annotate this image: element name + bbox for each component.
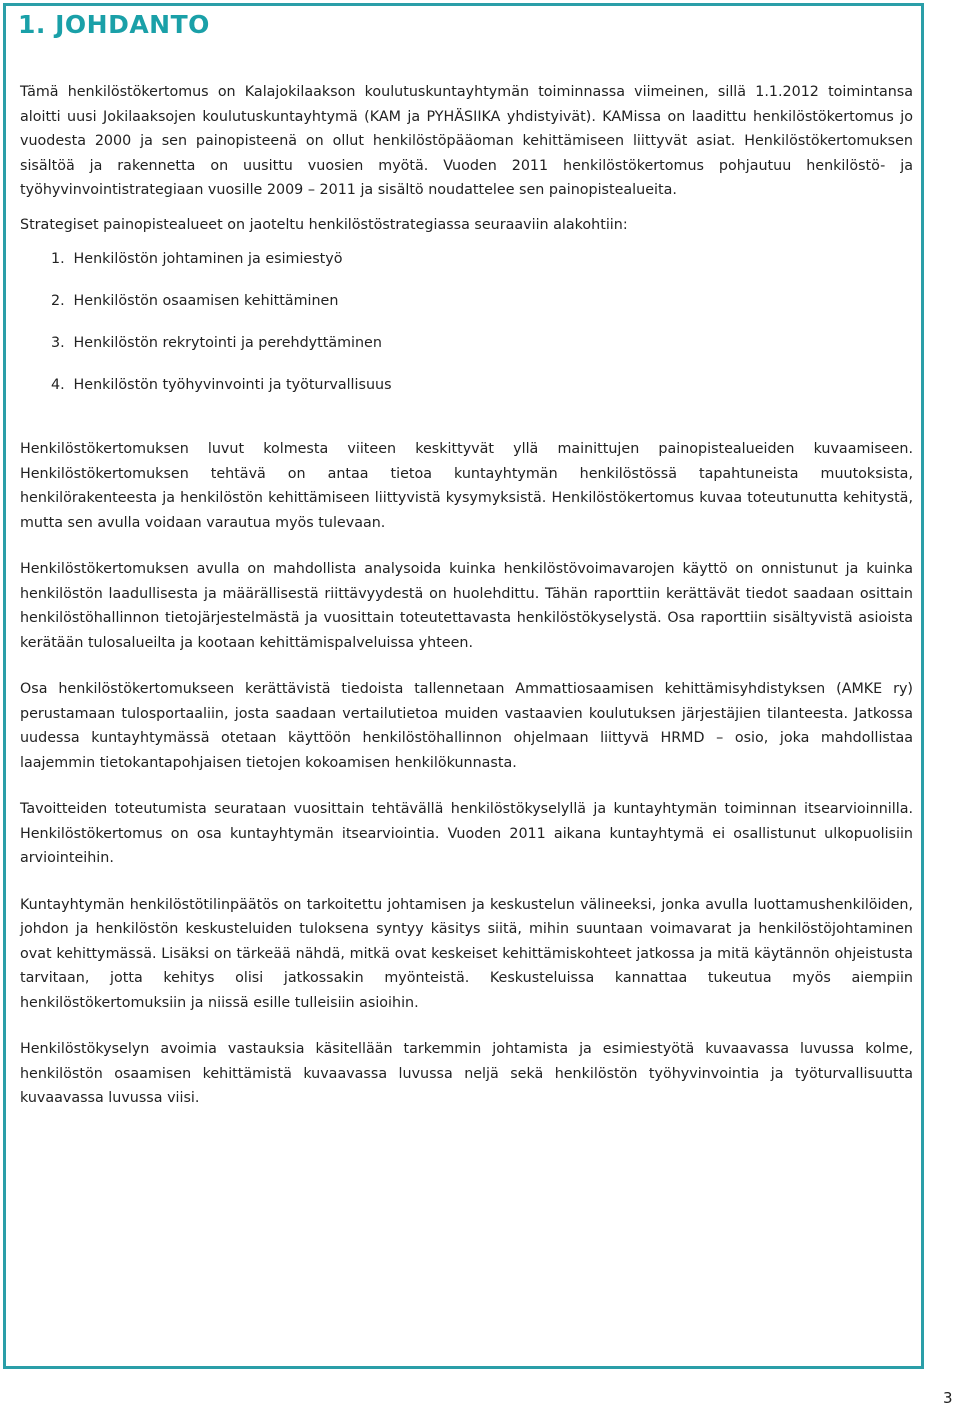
list-item-text: Henkilöstön työhyvinvointi ja työturvallisuus [73,377,392,393]
list-item-text: Henkilöstön osaamisen kehittäminen [73,293,339,309]
paragraph-analysis: Henkilöstökertomuksen avulla on mahdollista analysoida kuinka henkilöstövoimavarojen käyttö on onnistunut ja kuinka henkilöstön laadullisesta ja määrällisestä riittävyydestä on huolehdittu. Tähän raporttiin kerättävät tiedot saadaan osittain henkilöstöhallinnon tietojärjestelmästä ja vuosittain toteutettavasta henkilöstökyselystä. Osa raporttiin sisältyvistä asioista kerätään tulosalueilta ja kootaan kehittämispalveluissa yhteen. [20,561,913,651]
strategy-list [20,247,913,415]
paragraph-usage: Kuntayhtymän henkilöstötilinpäätös on tarkoitettu johtamisen ja keskustelun välineeksi, jonka avulla luottamushenkilöiden, johdon ja henkilöstön keskusteluiden tuloksena syntyy käsitys siitä, mihin suuntaan voimavarat ja henkilöstöjohtaminen ovat kehittymässä. Lisäksi on tärkeää nähdä, mitkä ovat keskeiset kehittämiskohteet jatkossa ja mitä käytännön ohjeistusta tarvitaan, jotta kehitys olisi jatkossakin myönteistä. Keskusteluissa kannattaa tukeutua myös aiempiin henkilöstökertomuksiin ja niissä esille tulleisiin asioihin. [20,896,913,1011]
list-item-number: 3. [51,335,65,351]
list-item-text: Henkilöstön rekrytointi ja perehdyttäminen [73,335,382,351]
page-title: 1. JOHDANTO [18,10,210,39]
list-item [51,289,913,331]
paragraph-purpose: Henkilöstökertomuksen luvut kolmesta viiteen keskittyvät yllä mainittujen painopistealueiden kuvaamiseen. Henkilöstökertomuksen tehtävä on antaa tietoa kuntayhtymän henkilöstössä tapahtuneista muutoksista, henkilörakenteesta ja henkilöstön kehittämiseen liittyvistä kysymyksistä. Henkilöstökertomus kuvaa toteutunutta kehitystä, mutta sen avulla voidaan varautua myös tulevaan. [20,441,913,531]
list-item-text: Henkilöstön johtaminen ja esimiestyö [73,251,343,267]
paragraph-survey: Henkilöstökyselyn avoimia vastauksia käsitellään tarkemmin johtamista ja esimiestyötä kuvaavassa luvussa kolme, henkilöstön osaamisen kehittämistä kuvaavassa luvussa neljä sekä henkilöstön työhyvinvointia ja työturvallisuutta kuvaavassa luvussa viisi. [20,1041,913,1106]
list-item [51,373,913,415]
paragraph-evaluation: Tavoitteiden toteutumista seurataan vuosittain tehtävällä henkilöstökyselyllä ja kuntayhtymän toiminnan itsearvioinnilla. Henkilöstökertomus on osa kuntayhtymän itsearviointia. Vuoden 2011 aikana kuntayhtymä ei osallistunut ulkopuolisiin arviointeihin. [20,801,913,866]
list-item [51,331,913,373]
body-text [20,80,913,1111]
page-number: 3 [943,1389,953,1407]
list-item [51,247,913,289]
paragraph-strategy-intro: Strategiset painopistealueet on jaoteltu henkilöstöstrategiassa seuraaviin alakohtiin: [20,216,628,233]
paragraph-intro: Tämä henkilöstökertomus on Kalajokilaakson koulutuskuntayhtymän toiminnassa viimeinen, sillä 1.1.2012 toimintansa aloitti uusi Jokilaaksojen koulutuskuntayhtymä (KAM ja PYHÄSIIKA yhdistyivät). KAMissa on laadittu henkilöstökertomus jo vuodesta 2000 ja sen painopisteenä on ollut henkilöstöpääoman kehittämiseen liittyvät asiat. Henkilöstökertomuksen sisältöä ja rakennetta on uusittu vuosien myötä. Vuoden 2011 henkilöstökertomus pohjautuu henkilöstö- ja työhyvinvointistrategiaan vuosille 2009 – 2011 ja sisältö noudattelee sen painopistealueita. [20,84,913,198]
list-item-number: 4. [51,377,65,393]
paragraph-amke: Osa henkilöstökertomukseen kerättävistä tiedoista tallennetaan Ammattiosaamisen kehittämisyhdistyksen (AMKE ry) perustamaan tulosportaaliin, josta saadaan vertailutietoa muiden vastaavien koulutuksen järjestäjien tilanteesta. Jatkossa uudessa kuntayhtymässä otetaan käyttöön henkilöstöhallinnon ohjelmaan liittyvä HRMD – osio, joka mahdollistaa laajemmin tietokantapohjaisen tietojen kokoamisen henkilökunnasta. [20,681,913,771]
list-item-number: 1. [51,251,65,267]
list-item-number: 2. [51,293,65,309]
